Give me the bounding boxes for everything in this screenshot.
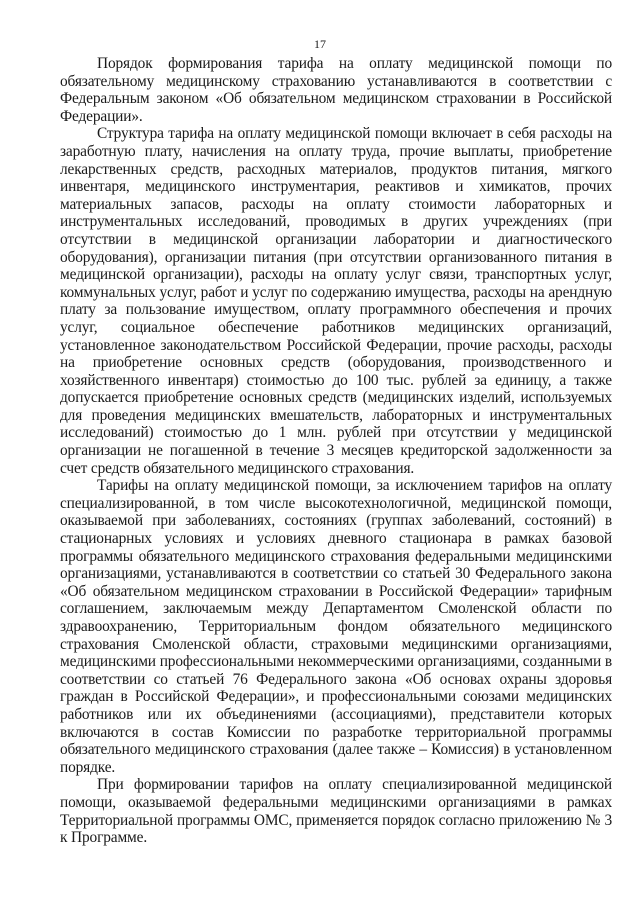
paragraph-tariff-procedure: Порядок формирования тарифа на оплату медицинской помощи по обязательному медицинскому страхованию устанавливаются в соответствии с Федеральным законом «Об обязательном медицинском страховании в Российской Федерации». (60, 55, 612, 125)
page-number: 17 (314, 37, 326, 51)
paragraph-tariff-agreement: Тарифы на оплату медицинской помощи, за исключением тарифов на оплату специализированной, в том числе высокотехнологичной, медицинской помощи, оказываемой при заболеваниях, состояниях (группах заболеваний, состояний) в стационарных условиях и условиях дневного стационара в рамках базовой программы обязательного медицинского страхования федеральными медицинскими организациями, устанавливаются в соответствии со статьей 30 Федерального закона «Об обязательном медицинском страховании в Российской Федерации» тарифным соглашением, заключаемым между Департаментом Смоленской области по здравоохранению, Территориальным фондом обязательного медицинского страхования Смоленской области, страховыми медицинскими организациями, медицинскими профессиональными некоммерческими организациями, созданными в соответствии со статьей 76 Федерального закона «Об основах охраны здоровья граждан в Российской Федерации», и профессиональными союзами медицинских работников или их объединениями (ассоциациями), представители которых включаются в состав Комиссии по разработке территориальной программы обязательного медицинского страхования (далее также – Комиссия) в установленном порядке. (60, 477, 612, 776)
paragraph-tariff-structure: Структура тарифа на оплату медицинской помощи включает в себя расходы на заработную плату, начисления на оплату труда, прочие выплаты, приобретение лекарственных средств, расходных материалов, продуктов питания, мягкого инвентаря, медицинского инструментария, реактивов и химикатов, прочих материальных запасов, расходы на оплату стоимости лабораторных и инструментальных исследований, проводимых в других учреждениях (при отсутствии в медицинской организации лаборатории и диагностического оборудования), организации питания (при отсутствии организованного питания в медицинской организации), расходы на оплату услуг связи, транспортных услуг, коммунальных услуг, работ и услуг по содержанию имущества, расходы на арендную плату за пользование имуществом, оплату программного обеспечения и прочих услуг, социальное обеспечение работников медицинских организаций, установленное законодательством Российской Федерации, прочие расходы, расходы на приобретение основных средств (оборудования, производственного и хозяйственного инвентаря) стоимостью до 100 тыс. рублей за единицу, а также допускается приобретение основных средств (медицинских изделий, используемых для проведения медицинских вмешательств, лабораторных и инструментальных исследований) стоимостью до 1 млн. рублей при отсутствии у медицинской организации не погашенной в течение 3 месяцев кредиторской задолженности за счет средств обязательного медицинского страхования. (60, 125, 612, 477)
document-body (60, 55, 612, 847)
paragraph-federal-organizations: При формировании тарифов на оплату специализированной медицинской помощи, оказываемой федеральными медицинскими организациями в рамках Территориальной программы ОМС, применяется порядок согласно приложению № 3 к Программе. (60, 776, 612, 847)
